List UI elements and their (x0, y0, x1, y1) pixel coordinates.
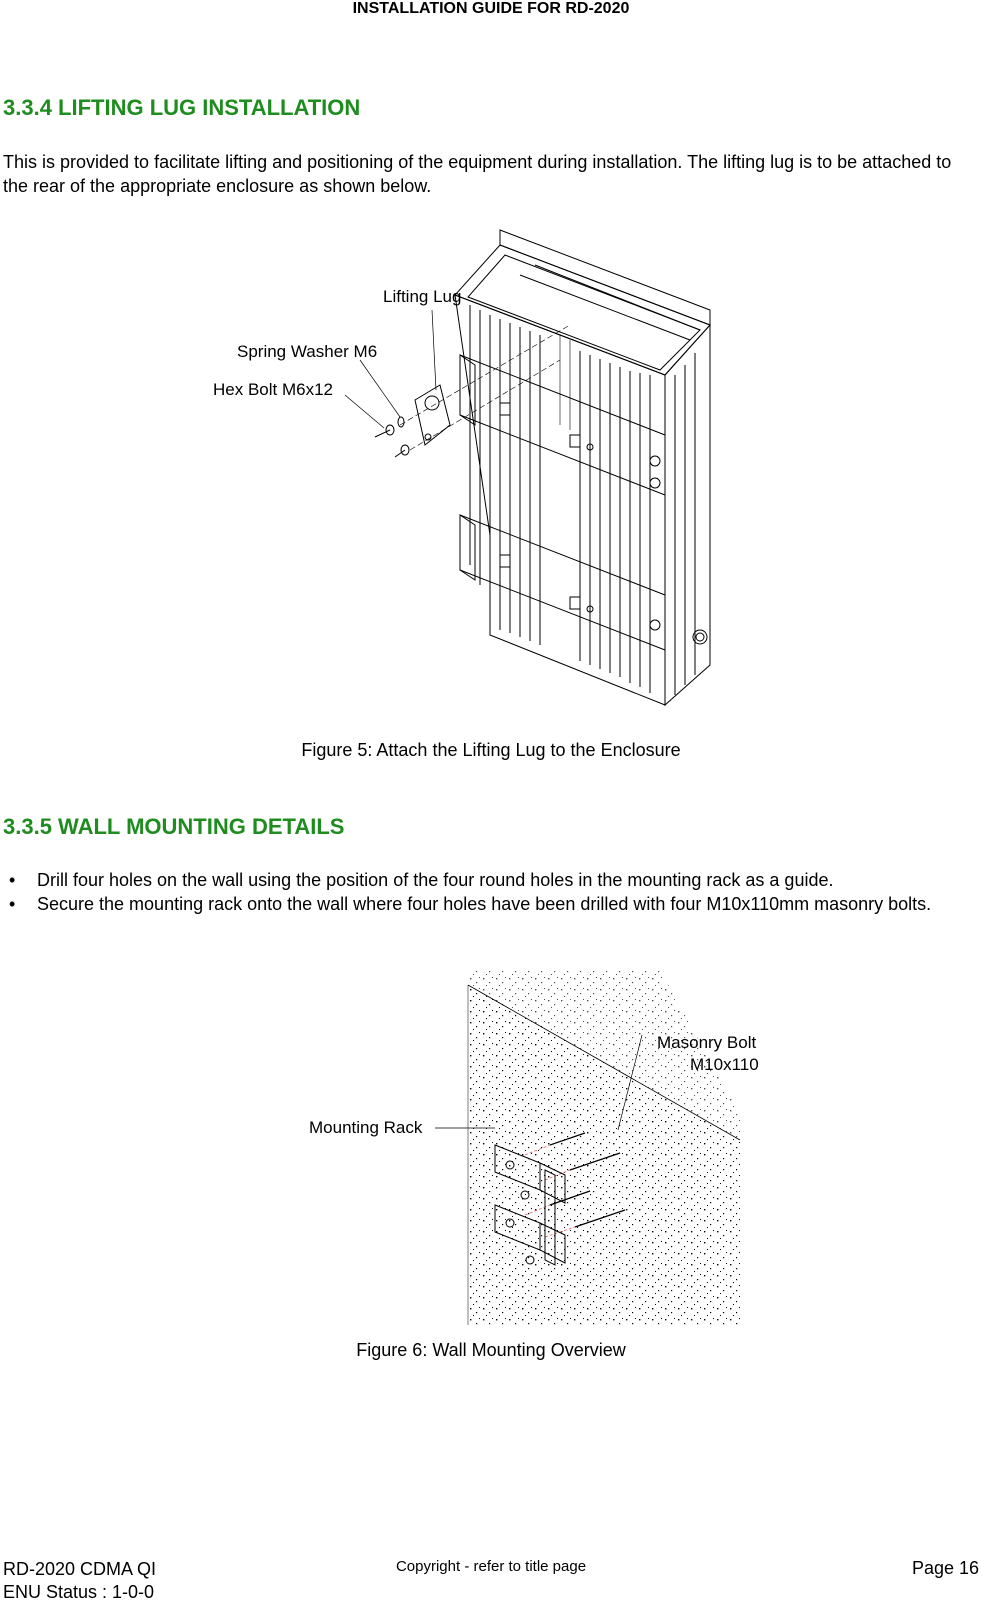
label-spring-washer: Spring Washer M6 (237, 342, 378, 361)
mounting-bracket-upper (460, 355, 665, 495)
wall-surface (468, 970, 740, 1325)
footer-copyright: Copyright - refer to title page (395, 1558, 587, 1575)
figure-6-caption: Figure 6: Wall Mounting Overview (356, 1340, 626, 1360)
mounting-bracket-lower (460, 515, 665, 650)
figure-5-caption: Figure 5: Attach the Lifting Lug to the Enclosure (301, 740, 681, 760)
lifting-lug-part (415, 385, 450, 445)
enclosure-top-cover (455, 230, 710, 375)
wall-mounting-bullet-list (3, 868, 963, 916)
label-masonry-bolt: Masonry Bolt (657, 1033, 757, 1052)
bolts-and-washers (375, 417, 409, 457)
leader-lines (345, 310, 436, 428)
bullet-icon: • (9, 870, 16, 890)
section-paragraph-lifting-lug: This is provided to facilitate lifting and positioning of the equipment during installation. The lifting lug is to be attached to the rear of the appropriate enclosure as shown below. (3, 152, 952, 196)
footer-status: ENU Status : 1-0-0 (3, 1582, 155, 1602)
document-header: INSTALLATION GUIDE FOR RD-2020 (352, 0, 630, 17)
footer-page-number: Page 16 (911, 1558, 979, 1578)
enclosure-side-panel (665, 325, 710, 705)
label-hex-bolt: Hex Bolt M6x12 (213, 380, 333, 399)
label-masonry-bolt-size: M10x110 (690, 1055, 759, 1074)
bullet-icon: • (9, 894, 16, 914)
section-heading-wall-mounting: 3.3.5 WALL MOUNTING DETAILS (3, 814, 345, 839)
label-mounting-rack: Mounting Rack (309, 1118, 423, 1137)
figure-wall-mounting (300, 965, 780, 1325)
bullet-item (3, 892, 963, 916)
enclosure-heatsink (455, 295, 665, 705)
footer-product: RD-2020 CDMA QI (3, 1559, 157, 1579)
bullet-item (3, 868, 963, 892)
label-lifting-lug: Lifting Lug (383, 287, 462, 306)
bullet-text: Drill four holes on the wall using the position of the four round holes in the mounting rack as a guide. (37, 870, 834, 890)
section-heading-lifting-lug: 3.3.4 LIFTING LUG INSTALLATION (3, 95, 361, 120)
figure-lifting-lug-enclosure (200, 225, 760, 715)
bullet-text: Secure the mounting rack onto the wall where four holes have been drilled with four M10x110mm masonry bolts. (37, 894, 932, 914)
